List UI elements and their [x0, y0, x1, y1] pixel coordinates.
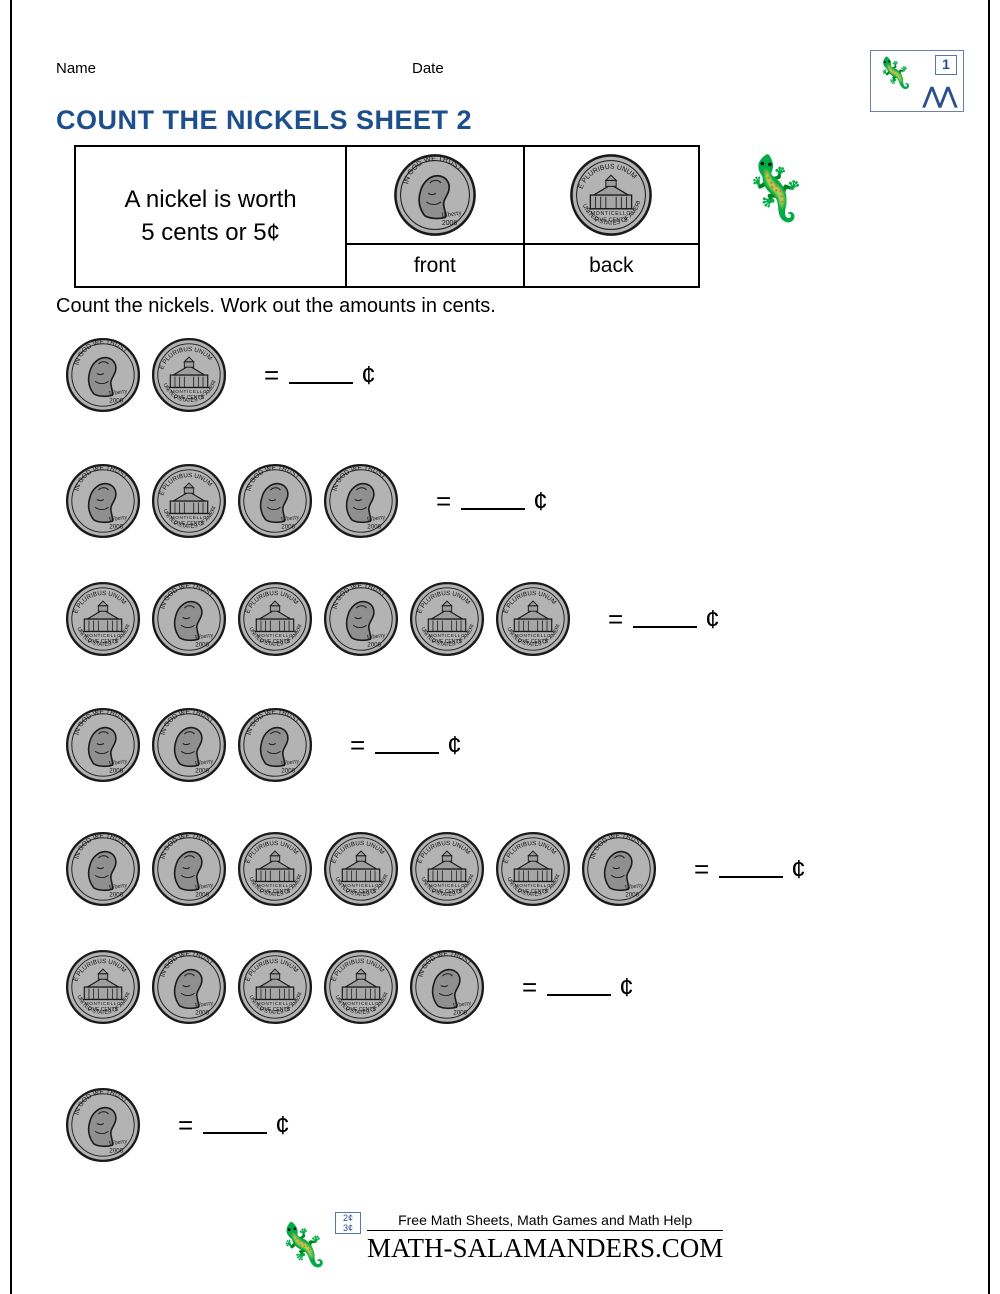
nickel-front-icon — [236, 706, 314, 784]
nickel-back-icon — [236, 830, 314, 908]
answer-area — [350, 730, 462, 761]
footer-badge-top: 2¢ — [342, 1213, 353, 1223]
date-label: Date — [412, 60, 444, 77]
footer — [0, 1212, 1000, 1268]
nickel-front-icon — [150, 580, 228, 658]
nickel-back-icon — [494, 830, 572, 908]
nickel-back-icon — [322, 948, 400, 1026]
equals-sign: = — [436, 485, 452, 516]
coin-group — [64, 830, 666, 908]
nickel-back-icon — [494, 580, 572, 658]
coin-group — [64, 462, 408, 540]
footer-site: MATH-SALAMANDERS.COM — [367, 1233, 724, 1263]
nickel-back-icon — [322, 830, 400, 908]
question-row — [64, 706, 462, 784]
cent-symbol: ¢ — [361, 359, 376, 390]
nickel-front-icon — [347, 147, 522, 245]
nickel-front-icon — [64, 830, 142, 908]
nickel-front-icon — [150, 948, 228, 1026]
coin-group — [64, 336, 236, 414]
nickel-back-icon — [150, 336, 228, 414]
nickel-value-line1: A nickel is worth — [124, 186, 297, 214]
answer-area — [522, 972, 634, 1003]
question-row — [64, 948, 634, 1026]
equals-sign: = — [522, 971, 538, 1002]
answer-area — [436, 486, 548, 517]
name-label: Name — [56, 60, 97, 77]
cent-symbol: ¢ — [275, 1109, 290, 1140]
answer-blank[interactable] — [203, 1114, 267, 1134]
front-label: front — [413, 253, 456, 277]
nickel-value-line2: 5 cents or 5¢ — [141, 218, 280, 246]
question-row — [64, 462, 548, 540]
page-border-left — [10, 0, 12, 1294]
page-border-right — [988, 0, 990, 1294]
coin-group — [64, 580, 580, 658]
equals-sign: = — [350, 729, 366, 760]
nickel-front-icon — [64, 706, 142, 784]
grade-badge: 1 — [935, 55, 957, 75]
answer-blank[interactable] — [547, 976, 611, 996]
nickel-front-icon — [236, 462, 314, 540]
answer-area — [608, 604, 720, 635]
cent-symbol: ¢ — [619, 971, 634, 1002]
instruction-text: Count the nickels. Work out the amounts in cents. — [56, 295, 496, 317]
nickel-front-icon — [322, 462, 400, 540]
coin-group — [64, 1086, 150, 1164]
logo-box — [870, 50, 964, 112]
answer-area — [694, 854, 806, 885]
nickel-back-icon — [150, 462, 228, 540]
answer-blank[interactable] — [375, 734, 439, 754]
footer-badge-bottom: 3¢ — [342, 1223, 353, 1233]
footer-tagline: Free Math Sheets, Math Games and Math Help — [367, 1212, 723, 1231]
answer-area — [264, 360, 376, 391]
salamander-icon: 🦎 — [876, 57, 914, 90]
question-row — [64, 580, 720, 658]
nickel-back-icon — [236, 580, 314, 658]
answer-blank[interactable] — [461, 490, 525, 510]
salamander-icon: 🦎 — [276, 1221, 329, 1268]
nickel-back-icon — [408, 580, 486, 658]
answer-blank[interactable] — [633, 608, 697, 628]
cent-symbol: ¢ — [791, 853, 806, 884]
nickel-front-icon — [64, 462, 142, 540]
equals-sign: = — [608, 603, 624, 634]
equals-sign: = — [264, 359, 280, 390]
nickel-back-icon — [408, 830, 486, 908]
cent-symbol: ¢ — [705, 603, 720, 634]
front-column — [347, 147, 522, 286]
question-row — [64, 830, 806, 908]
nickel-front-icon — [150, 706, 228, 784]
equals-sign: = — [694, 853, 710, 884]
answer-blank[interactable] — [289, 364, 353, 384]
page-title: COUNT THE NICKELS SHEET 2 — [56, 105, 473, 135]
salamander-holding-scales-icon: 🦎 — [733, 148, 817, 227]
answer-blank[interactable] — [719, 858, 783, 878]
nickel-value-text — [76, 147, 347, 286]
nickel-info-table — [74, 145, 700, 288]
answer-area — [178, 1110, 290, 1141]
equals-sign: = — [178, 1109, 194, 1140]
nickel-front-icon — [322, 580, 400, 658]
back-column — [523, 147, 698, 286]
nickel-front-icon — [64, 1086, 142, 1164]
back-label: back — [589, 253, 634, 277]
nickel-front-icon — [580, 830, 658, 908]
nickel-front-icon — [64, 336, 142, 414]
coin-group — [64, 948, 494, 1026]
coin-group — [64, 706, 322, 784]
cent-symbol: ¢ — [533, 485, 548, 516]
nickel-back-icon — [525, 147, 698, 245]
nickel-back-icon — [64, 948, 142, 1026]
nickel-front-icon — [408, 948, 486, 1026]
nickel-back-icon — [236, 948, 314, 1026]
footer-badge — [335, 1212, 361, 1234]
nickel-back-icon — [64, 580, 142, 658]
cent-symbol: ¢ — [447, 729, 462, 760]
nickel-front-icon — [150, 830, 228, 908]
question-row — [64, 1086, 290, 1164]
math-salamanders-monogram-icon: ⋀⋀ — [922, 83, 955, 108]
question-row — [64, 336, 376, 414]
